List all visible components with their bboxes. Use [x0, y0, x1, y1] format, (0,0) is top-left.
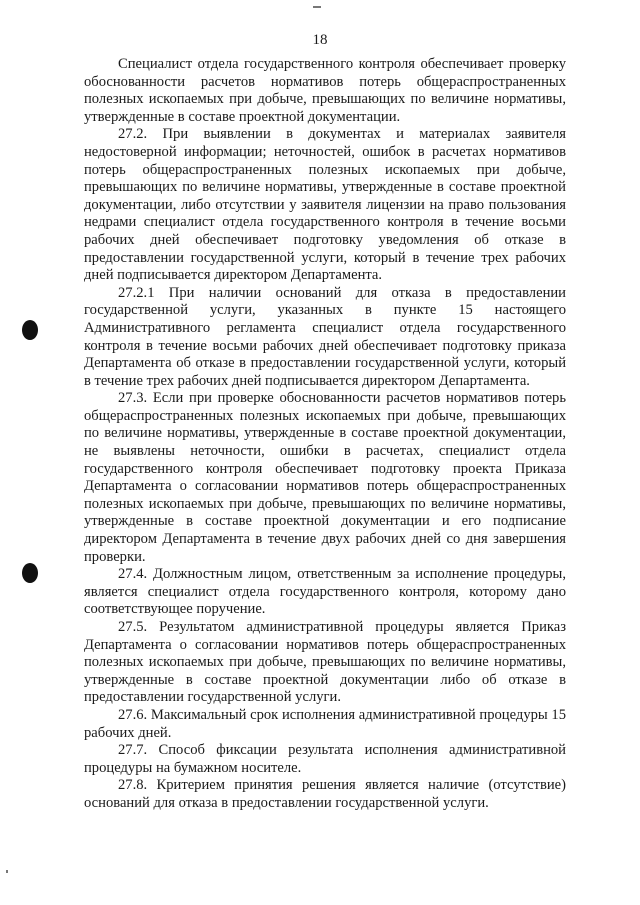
paragraph-27-3: 27.3. Если при проверке обоснованности расчетов нормативов потерь общераспространенных полезных ископаемых при добыче, превышающих по величине нормативы, утвержденные в составе проектной документации, не выявлены неточности, ошибки в расчетах, специалист отдела государственного контроля обеспечивает подготовку проекта Приказа Департамента о согласовании нормативов потерь общераспространенных полезных ископаемых при добыче, превышающих по величине нормативы, утвержденные в составе проектной документации и его подписание директором Департамента в течение двух рабочих дней со дня завершения проверки.	[84, 390, 566, 565]
document-body	[84, 56, 566, 813]
binder-hole	[22, 320, 38, 340]
paragraph-27-2: 27.2. При выявлении в документах и материалах заявителя недостоверной информации; неточностей, ошибок в расчетах нормативов потерь общераспространенных полезных ископаемых при добыче, превышающих по величине нормативы, утвержденные в составе проектной документации, либо отсутствии у заявителя лицензии на право пользования недрами специалист отдела государственного контроля в течение восьми рабочих дней обеспечивает подготовку уведомления об отказе в предоставлении государственной услуги, который в течение трех рабочих дней подписывается директором Департамента.	[84, 126, 566, 284]
page-number: 18	[312, 32, 328, 48]
binder-hole	[22, 563, 38, 583]
paragraph-27-4: 27.4. Должностным лицом, ответственным за исполнение процедуры, является специалист отдела государственного контроля, которому дано соответствующее поручение.	[84, 566, 566, 618]
paragraph-27-6: 27.6. Максимальный срок исполнения административной процедуры 15 рабочих дней.	[84, 706, 566, 741]
paragraph-27-8: 27.8. Критерием принятия решения является наличие (отсутствие) оснований для отказа в предоставлении государственной услуги.	[84, 777, 566, 811]
paragraph-intro: Специалист отдела государственного контроля обеспечивает проверку обоснованности расчетов нормативов потерь общераспространенных полезных ископаемых при добыче, превышающих по величине нормативы, утвержденные в составе проектной документации.	[84, 56, 566, 125]
paragraph-27-2-1: 27.2.1 При наличии оснований для отказа в предоставлении государственной услуги, указанных в пункте 15 настоящего Административного регламента специалист отдела государственного контроля в течение восьми рабочих дней обеспечивает подготовку приказа Департамента об отказе в предоставлении государственной услуги, который в течение трех рабочих дней подписывается директором Департамента.	[84, 284, 566, 389]
paragraph-27-5: 27.5. Результатом административной процедуры является Приказ Департамента о согласовании нормативов потерь общераспространенных полезных ископаемых при добыче, превышающих по величине нормативы, утвержденные в составе проектной документации либо об отказе в предоставлении государственной услуги.	[84, 619, 566, 706]
scan-speck	[313, 6, 321, 8]
paragraph-27-7: 27.7. Способ фиксации результата исполнения административной процедуры на бумажном носителе.	[84, 742, 566, 776]
scan-speck	[6, 870, 8, 873]
